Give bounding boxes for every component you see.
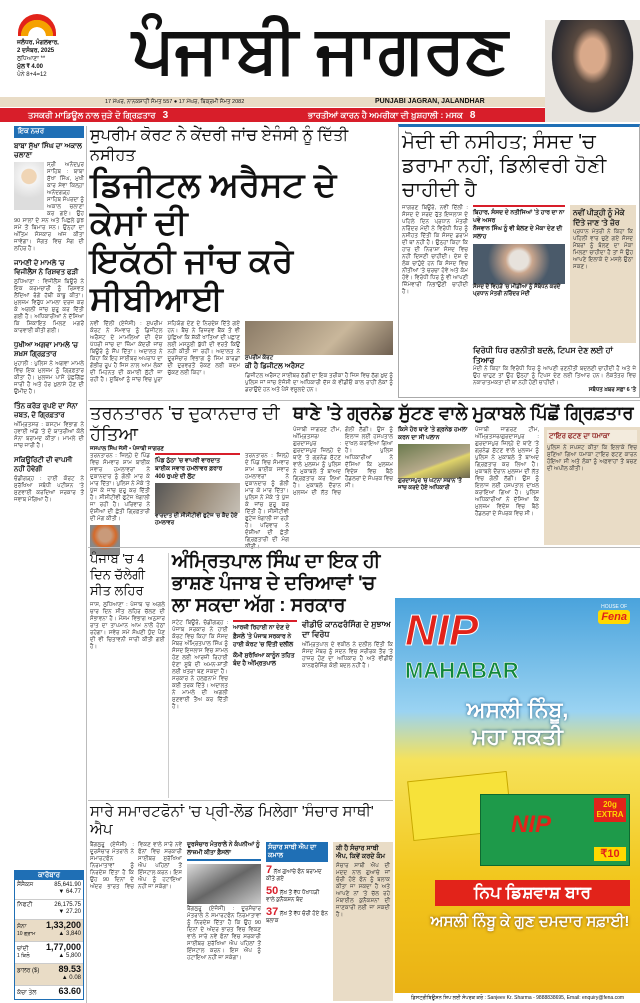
modi-photo — [473, 244, 565, 284]
teaser-bar — [0, 108, 545, 122]
lead-headline-line: ਡਿਜੀਟਲ ਅਰੈਸਟ ਦੇ ਕੇਸਾਂ ਦੀ — [90, 166, 337, 242]
sanchar-box-title: ਦੂਰਸੰਚਾਰ ਮੰਤਰਾਲੇ ਨੇ ਕੰਪਨੀਆਂ ਨੂੰ ਲਾਜ਼ਮੀ ਕੀਤਾ ਫ਼ੈਸਲਾ — [187, 842, 261, 861]
ad-house: HOUSE OF — [601, 604, 628, 610]
ad-tagline-line: ਅਸਲੀ ਨਿੰਬੂ, — [466, 697, 569, 722]
info-title: ਕੀ ਹੈ ਸੰਚਾਰ ਸਾਥੀ ਐਪ, ਕਿਵੇਂ ਕਰਦੇ ਕੰਮ — [336, 845, 386, 860]
amritpal-story — [172, 551, 393, 798]
modi-side-box — [570, 205, 636, 343]
bullet: ਨੌਜਵਾਨ ਸਿੰਘ ਨੂੰ ਵੀ ਬੋਲਣ ਦੇ ਮੌਕਾ ਦੇਣ ਦੀ ਸਲਾਹ — [473, 226, 563, 240]
ad-pack-brand: NIP — [511, 811, 552, 838]
market-row-dollar — [15, 964, 83, 986]
amritpal-body: ਸਟੇਟ ਬਿਊਰੋ, ਚੰਡੀਗੜ੍ਹ : ਪੰਜਾਬ ਸਰਕਾਰ ਨੇ ਹਾਈ ਕੋਰਟ ਵਿਚ ਕਿਹਾ ਕਿ ਸੰਸਦ ਮੈਂਬਰ ਅੰਮ੍ਰਿਤਪਾਲ ਸਿੰਘ ਨੂੰ ਸੰਸਦ ਇਜਲਾਸ ਵਿਚ ਸ਼ਾਮਲ ਹੋਣ ਲਈ ਆਰਜ਼ੀ ਰਿਹਾਈ ਦੇਣਾ ਸੂਬੇ ਦੀ ਅਮਨ-ਸ਼ਾਂਤੀ ਲਈ ਖ਼ਤਰਾ ਬਣ ਸਕਦਾ ਹੈ। ਸਰਕਾਰ ਨੇ ਹਲਫ਼ਨਾਮੇ ਵਿਚ ਕਈ ਤਰਕ ਦਿੱਤੇ। ਅਦਾਲਤ ਨੇ ਮਾਮਲੇ ਦੀ ਅਗਲੀ ਸੁਣਵਾਈ ਤੈਅ ਕਰ ਦਿੱਤੀ ਹੈ। — [172, 620, 228, 710]
market-name: ਸੈਂਸੈਕਸ — [17, 881, 34, 888]
brief-title: ਸਕਿਊਰਿਟੀ ਦੀ ਵਾਪਸੀ ਨਹੀਂ ਹੋਵੇਗੀ — [14, 457, 73, 473]
amritpal-headline[interactable]: ਅੰਮ੍ਰਿਤਪਾਲ ਸਿੰਘ ਦਾ ਇਕ ਹੀ ਭਾਸ਼ਣ ਪੰਜਾਬ ਦੇ ਦਰਿਆਵਾਂ 'ਚ ਲਾ ਸਕਦਾ ਅੱਗ : ਸਰਕਾਰ — [172, 551, 381, 616]
modi-body: ਜਾਗਰਣ ਬਿਊਰੋ, ਨਵੀਂ ਦਿੱਲੀ : ਸੰਸਦ ਦੇ ਸਰਦ ਰੁੱਤ ਇਜਲਾਸ ਦੇ ਪਹਿਲੇ ਦਿਨ ਪ੍ਰਧਾਨ ਮੰਤਰੀ ਨਰਿੰਦਰ ਮੋਦੀ ਨੇ ਵਿਰੋਧੀ ਧਿਰ ਨੂੰ ਨਸੀਹਤ ਦਿੱਤੀ ਕਿ ਸੰਸਦ ਡਰਾਮੇ ਦੀ ਥਾਂ ਨਹੀਂ ਹੈ। ਉਨ੍ਹਾਂ ਕਿਹਾ ਕਿ ਹਾਰ ਦੀ ਨਿਰਾਸ਼ਾ ਸੰਸਦ ਵਿਚ ਨਹੀਂ ਦਿਸਣੀ ਚਾਹੀਦੀ। ਦੇਸ਼ ਦੇ ਲੋਕ ਚਾਹੁੰਦੇ ਹਨ ਕਿ ਸੰਸਦ ਵਿਚ ਨੀਤੀਆਂ 'ਤੇ ਚਰਚਾ ਹੋਵੇ ਅਤੇ ਕੰਮ ਹੋਵੇ। ਵਿਰੋਧੀ ਧਿਰ ਨੂੰ ਵੀ ਆਪਣੀ ਜ਼ਿੰਮੇਵਾਰੀ ਨਿਭਾਉਣੀ ਚਾਹੀਦੀ ਹੈ। — [402, 205, 468, 295]
brief-text: ਮੁਹਾਲੀ : ਪੁਲਿਸ ਨੇ ਅਗਵਾ ਮਾਮਲੇ ਵਿਚ ਇਕ ਮੁਲਜ਼ਮ ਨੂੰ ਗ੍ਰਿਫ਼ਤਾਰ ਕੀਤਾ ਹੈ। ਮੁਲਜ਼ਮ ਪਾਸੋਂ ਪੁੱਛਗਿੱਛ ਜਾਰੀ ਹੈ ਅਤੇ ਹੋਰ ਖ਼ੁਲਾਸੇ ਹੋਣ ਦੀ ਉਮੀਦ ਹੈ। — [14, 361, 84, 395]
market-row-sensex — [15, 880, 83, 900]
divider — [88, 800, 393, 801]
ad-brand-house: Fena — [598, 610, 630, 624]
crime-scene-photo — [398, 444, 470, 478]
stat-item — [266, 864, 328, 883]
market-name: ਚਾਂਦੀ — [17, 945, 29, 952]
ad-slogan: ਨਿਪ ਡਿਸ਼ਵਾਸ਼ ਬਾਰ — [435, 880, 630, 906]
side-body: ਪੁਲਿਸ ਨੇ ਸਪਸ਼ਟ ਕੀਤਾ ਕਿ ਇਲਾਕੇ ਵਿਚ ਸੁਣਿਆ ਗਿਆ ਧਮਾਕਾ ਟਾਇਰ ਫਟਣ ਕਾਰਨ ਹੋਇਆ ਸੀ ਅਤੇ ਲੋਕਾਂ ਨੂੰ ਅਫ਼ਵਾਹਾਂ ਤੋਂ ਬਚਣ ਦੀ ਅਪੀਲ ਕੀਤੀ। — [547, 445, 637, 472]
market-change: ▲ 5,800 — [58, 953, 81, 959]
brief-item — [14, 402, 84, 450]
market-name: ਸੋਨਾ — [17, 923, 27, 930]
modi-story — [398, 124, 640, 398]
tarn-body-cont: ਤਰਨਤਾਰਨ : ਜ਼ਿਲ੍ਹੇ ਦੇ ਪਿੰਡ ਵਿਚ ਸੋਮਵਾਰ ਸ਼ਾਮ ਬਾਈਕ ਸਵਾਰ ਹਮਲਾਵਰਾਂ ਨੇ ਦੁਕਾਨਦਾਰ ਨੂੰ ਗੋਲੀ ਮਾਰ ਕੇ ਮਾਰ ਦਿੱਤਾ। ਪੁਲਿਸ ਨੇ ਮੌਕੇ 'ਤੇ ਪੁੱਜ ਕੇ ਜਾਂਚ ਸ਼ੁਰੂ ਕਰ ਦਿੱਤੀ ਹੈ। ਸੀਸੀਟੀਵੀ ਫੁਟੇਜ ਖੰਗਾਲੀ ਜਾ ਰਹੀ ਹੈ। ਪਰਿਵਾਰ ਨੇ ਦੋਸ਼ੀਆਂ ਦੀ ਛੇਤੀ ਗ੍ਰਿਫ਼ਤਾਰੀ ਦੀ ਮੰਗ — [245, 453, 289, 543]
grenade-body: ਪੰਜਾਬੀ ਜਾਗਰਣ ਟੀਮ, ਅੰਮ੍ਰਿਤਸਰ/ਗੁਰਦਾਸਪੁਰ : ਗੁਰਦਾਸਪੁਰ ਜ਼ਿਲ੍ਹੇ ਦੇ ਥਾਣੇ 'ਤੇ ਗ੍ਰਨੇਡ ਸੁੱਟਣ ਵਾਲੇ ਮੁਲਜ਼ਮ ਨੂੰ ਪੁਲਿਸ ਨੇ ਮੁਕਾਬਲੇ ਤੋਂ ਬਾਅਦ ਗ੍ਰਿਫ਼ਤਾਰ ਕਰ ਲਿਆ ਹੈ। ਮੁਕਾਬਲੇ ਦੌਰਾਨ ਮੁਲਜ਼ਮ ਦੀ ਲੱਤ ਵਿਚ ਗੋਲੀ ਲੱਗੀ। ਉਸ ਨੂੰ ਇਲਾਜ ਲਈ ਹਸਪਤਾਲ ਦਾਖ਼ਲ ਕਰਾਇਆ ਗਿਆ ਹੈ। ਪੁਲਿਸ ਅਧਿਕਾਰੀਆਂ ਨੇ ਦੱਸਿਆ ਕਿ ਮੁਲਜ਼ਮ ਵਿਦੇਸ਼ ਵਿਚ ਬੈਠੇ ਹੈਂਡਲਰਾਂ ਦੇ ਸੰਪਰਕ ਵਿਚ ਸੀ। — [293, 427, 393, 496]
photo-caption: ਵਾਰਦਾਤ ਦੀ ਸੀਸੀਟੀਵੀ ਫੁਟੇਜ 'ਚ ਕੈਦ ਹੋਏ ਹਮਲਾਵਰ — [155, 513, 238, 526]
lead-story — [90, 126, 393, 398]
calendar-strip — [0, 97, 545, 107]
side-body: ਪ੍ਰਧਾਨ ਮੰਤਰੀ ਨੇ ਕਿਹਾ ਕਿ ਪਹਿਲੀ ਵਾਰ ਚੁਣੇ ਗਏ ਸੰਸਦ ਮੈਂਬਰਾਂ ਨੂੰ ਬੋਲਣ ਦਾ ਮੌਕਾ ਮਿਲਣਾ ਚਾਹੀਦਾ ਹੈ ਤਾਂ ਜੋ ਉਹ ਆਪਣੇ ਇਲਾਕੇ ਦੇ ਮਸਲੇ ਉਠਾ ਸਕਣ। — [573, 229, 633, 270]
modi-bullets — [473, 205, 565, 343]
market-unit: 10 ਗ੍ਰਾਮ — [17, 931, 36, 937]
cold-wave-body: ਜਾਸ, ਲੁਧਿਆਣਾ : ਪੰਜਾਬ 'ਚ ਅਗਲੇ ਚਾਰ ਦਿਨ ਸੀਤ ਲਹਿਰ ਚੱਲਣ ਦੀ ਸੰਭਾਵਨਾ ਹੈ। ਮੌਸਮ ਵਿਭਾਗ ਅਨੁਸਾਰ ਰਾਤ ਦਾ ਤਾਪਮਾਨ ਆਮ ਨਾਲੋਂ ਹੇਠਾਂ ਰਹੇਗਾ। ਸਵੇਰ ਸਮੇਂ ਸੰਘਣੀ ਧੁੰਦ ਪੈਣ ਦੀ ਵੀ ਚਿਤਾਵਨੀ ਜਾਰੀ ਕੀਤੀ ਗਈ ਹੈ। — [90, 602, 165, 650]
market-unit: 1 ਕਿਲੋ — [17, 953, 30, 959]
cold-wave-headline[interactable]: ਪੰਜਾਬ 'ਚ 4 ਦਿਨ ਚੱਲੇਗੀ ਸੀਤ ਲਹਿਰ — [90, 551, 146, 598]
sidebar — [14, 126, 84, 1000]
amritpal-bullets — [233, 620, 297, 798]
photo-caption: ਗੁਰਦਾਸਪੁਰ 'ਚ ਘਟਨਾ ਸਥਾਨ 'ਤੇ ਜਾਂਚ ਕਰਦੇ ਹੋਏ ਅਧਿਕਾਰੀ — [398, 478, 462, 491]
ad-pack-green — [480, 794, 630, 866]
market-box — [14, 870, 84, 1001]
sanchar-headline[interactable]: ਸਾਰੇ ਸਮਾਰਟਫੋਨਾਂ 'ਚ ਪ੍ਰੀ-ਲੋਡ ਮਿਲੇਗਾ 'ਸੰਚਾਰ ਸਾਥੀ' ਐਪ — [90, 803, 374, 838]
brief-title: ਜਾਮਣੀ ਦੇ ਮਾਮਲੇ 'ਚ ਵਿਜੀਲੈਂਸ ਨੇ ਰਿਸ਼ਵਤ ਫੜੀ — [14, 260, 79, 276]
cold-wave-story — [90, 551, 165, 798]
modi-sub-story — [473, 346, 636, 394]
lead-box-title: ਕੀ ਹੈ ਡਿਜੀਟਲ ਅਰੈਸਟ — [245, 363, 305, 370]
sanchar-stats — [266, 842, 328, 1001]
market-name: ਨਿਫਟੀ — [17, 901, 33, 908]
ad-brand-nip: NIP — [405, 606, 479, 655]
sanchar-body: ਬੈਂਗਲੁਰੂ (ਏਜੰਸੀ) : ਦੂਰਸੰਚਾਰ ਮੰਤਰਾਲੇ ਨੇ ਸਮਾਰਟਫੋਨ ਨਿਰਮਾਤਾਵਾਂ ਨੂੰ ਨਿਰਦੇਸ਼ ਦਿੱਤਾ ਹੈ ਕਿ ਉਹ 90 ਦਿਨਾਂ ਦੇ ਅੰਦਰ ਭਾਰਤ ਵਿਚ ਵਿਕਣ ਵਾਲੇ ਸਾਰੇ ਨਵੇਂ ਫੋਨਾਂ ਵਿਚ ਸਰਕਾਰੀ ਸਾਈਬਰ ਸੁਰੱਖਿਆ ਐਪ ਪਹਿਲਾਂ ਤੋਂ ਇੰਸਟਾਲ ਕਰਨ। ਇਸ ਐਪ ਨੂੰ ਹਟਾਇਆ ਨਹੀਂ ਜਾ ਸਕੇਗਾ। — [90, 842, 182, 890]
side-title: ਨਵੀਂ ਪੀੜ੍ਹੀ ਨੂੰ ਮੌਕੇ ਦਿੱਤੇ ਜਾਣ 'ਤੇ ਜ਼ੋਰ — [573, 208, 625, 227]
bullet: 400 ਰੁਪਏ ਦੀ ਲੁੱਟ — [155, 474, 196, 480]
market-value: 85,641.90 — [54, 881, 81, 888]
brief-text: ਅੰਮ੍ਰਿਤਸਰ : ਕਸਟਮ ਵਿਭਾਗ ਨੇ ਹਵਾਈ ਅੱਡੇ 'ਤੇ ਦੋ ਯਾਤਰੀਆਂ ਕੋਲੋਂ ਸੋਨਾ ਬਰਾਮਦ ਕੀਤਾ। ਮਾਮਲੇ ਦੀ ਜਾਂਚ ਜਾਰੀ ਹੈ। — [14, 422, 84, 449]
divider — [88, 547, 640, 548]
edition: ਲੁਧਿਆਣਾ ** — [17, 56, 46, 62]
tarn-body: ਤਰਨਤਾਰਨ : ਜ਼ਿਲ੍ਹੇ ਦੇ ਪਿੰਡ ਵਿਚ ਸੋਮਵਾਰ ਸ਼ਾਮ ਬਾਈਕ ਸਵਾਰ ਹਮਲਾਵਰਾਂ ਨੇ ਦੁਕਾਨਦਾਰ ਨੂੰ ਗੋਲੀ ਮਾਰ ਕੇ ਮਾਰ ਦਿੱਤਾ। ਪੁਲਿਸ ਨੇ ਮੌਕੇ 'ਤੇ ਪੁੱਜ ਕੇ ਜਾਂਚ ਸ਼ੁਰੂ ਕਰ ਦਿੱਤੀ ਹੈ। ਸੀਸੀਟੀਵੀ ਫੁਟੇਜ ਖੰਗਾਲੀ ਜਾ ਰਹੀ ਹੈ। ਪਰਿਵਾਰ ਨੇ ਦੋਸ਼ੀਆਂ ਦੀ ਛੇਤੀ ਗ੍ਰਿਫ਼ਤਾਰੀ ਦੀ ਮੰਗ ਕੀਤੀ। — [90, 453, 150, 522]
modi-subheadline: ਵਿਰੋਧੀ ਧਿਰ ਰਣਨੀਤੀ ਬਦਲੇ, ਟਿਪਸ ਦੇਣ ਲਈ ਹਾਂ ਤਿਆਰ — [473, 346, 613, 365]
lead-sidebar — [245, 321, 393, 398]
date: 2 ਦਸੰਬਰ, 2025 — [17, 48, 55, 54]
pages: ਪੰਨੇ 8+4=12 — [17, 72, 47, 78]
bullet: ਕੌਮੀ ਸੁਰੱਖਿਆ ਕਾਨੂੰਨ ਤਹਿਤ ਬੰਦ ਹੈ ਅੰਮ੍ਰਿਤਪਾਲ — [233, 652, 295, 667]
photo-caption: ਸੰਸਦ ਦੇ ਵਿਹੜੇ 'ਚ ਮੀਡੀਆ ਨੂੰ ਸੰਬੋਧਨ ਕਰਦੇ ਪ੍ਰਧਾਨ ਮੰਤਰੀ ਨਰਿੰਦਰ ਮੋਦੀ — [473, 284, 561, 297]
market-name: ਕੱਚਾ ਤੇਲ — [17, 989, 37, 996]
modi-headline[interactable]: ਮੋਦੀ ਦੀ ਨਸੀਹਤ; ਸੰਸਦ 'ਚ ਡਰਾਮਾ ਨਹੀਂ, ਡਿਲੀਵਰੀ ਹੋਣੀ ਚਾਹੀਦੀ ਹੈ — [402, 131, 607, 201]
stat-number: 37 — [266, 906, 279, 918]
market-header: ਕਾਰੋਬਾਰ — [15, 871, 83, 880]
divider — [88, 400, 640, 401]
side-title: ਟਾਇਰ ਫਟਣ ਦਾ ਧਮਾਕਾ — [547, 430, 637, 443]
ad-pack-offer: 20g EXTRA — [594, 798, 626, 822]
lead-headline-line: ਇਕੱਠੀ ਜਾਂਚ ਕਰੇ ਸੀਬੀਆਈ — [90, 242, 294, 318]
divider — [168, 553, 169, 798]
tyre-blast-box — [544, 427, 640, 545]
brief-item — [14, 456, 84, 504]
modi-subbody: ਮੋਦੀ ਨੇ ਕਿਹਾ ਕਿ ਵਿਰੋਧੀ ਧਿਰ ਨੂੰ ਆਪਣੀ ਰਣਨੀਤੀ ਬਦਲਣੀ ਚਾਹੀਦੀ ਹੈ ਅਤੇ ਜੇ ਉਹ ਚਾਹੁਣ ਤਾਂ ਉਹ ਉਨ੍ਹਾਂ ਨੂੰ ਟਿਪਸ ਦੇਣ ਲਈ ਤਿਆਰ ਹਨ। ਲੋਕਤੰਤਰ ਵਿਚ ਨਕਾਰਾਤਮਕਤਾ ਦੀ ਥਾਂ ਨਹੀਂ ਹੋਣੀ ਚਾਹੀਦੀ। — [473, 366, 636, 386]
smartphone-photo — [187, 864, 261, 904]
calendar-text: 17 ਮੱਘਰ, ਨਾਨਕਸ਼ਾਹੀ ਸੰਮਤ 557 ● 17 ਮੱਘਰ, ਬਿਕ੍ਰਮੀ ਸੰਮਤ 2082 — [105, 99, 245, 105]
brief-title: ਬਾਬਾ ਸੁੱਖਾ ਸਿੰਘ ਦਾ ਅਕਾਲ ਚਲਾਣਾ — [14, 143, 82, 159]
sanchar-info-box — [333, 842, 393, 1001]
brief-photo — [14, 162, 44, 210]
teaser-text: ਭਾਰਤੀਆਂ ਕਾਰਨ ਹੈ ਅਮਰੀਕਾ ਦੀ ਖ਼ੁਸ਼ਹਾਲੀ : ਮਸਕ — [308, 110, 463, 120]
nip-mahabar-ad[interactable] — [395, 598, 640, 1003]
teaser-link[interactable] — [308, 108, 475, 122]
tarn-headline[interactable]: ਤਰਨਤਾਰਨ 'ਚ ਦੁਕਾਨਦਾਰ ਦੀ ਹੱਤਿਆ — [90, 403, 280, 444]
market-row-gold — [15, 920, 83, 942]
sidebar-header: ਇਕ ਨਜ਼ਰ — [14, 126, 84, 138]
ad-brand-mahabar: MAHABAR — [405, 658, 519, 683]
bullet-list — [473, 205, 565, 241]
teaser-page: 8 — [469, 110, 476, 121]
sanchar-story — [90, 803, 393, 1001]
supreme-court-photo — [245, 321, 393, 355]
stat-item — [266, 906, 328, 925]
brief-item — [14, 341, 84, 396]
photo-caption: ਸੁਪਰੀਮ ਕੋਰਟ — [245, 355, 274, 361]
video-story — [302, 620, 393, 798]
grenade-body-cont: ਪੰਜਾਬੀ ਜਾਗਰਣ ਟੀਮ, ਅੰਮ੍ਰਿਤਸਰ/ਗੁਰਦਾਸਪੁਰ : ਗੁਰਦਾਸਪੁਰ ਜ਼ਿਲ੍ਹੇ ਦੇ ਥਾਣੇ 'ਤੇ ਗ੍ਰਨੇਡ ਸੁੱਟਣ ਵਾਲੇ ਮੁਲਜ਼ਮ ਨੂੰ ਪੁਲਿਸ ਨੇ ਮੁਕਾਬਲੇ ਤੋਂ ਬਾਅਦ ਗ੍ਰਿਫ਼ਤਾਰ ਕਰ ਲਿਆ ਹੈ। ਮੁਕਾਬਲੇ ਦੌਰਾਨ ਮੁਲਜ਼ਮ ਦੀ ਲੱਤ ਵਿਚ ਗੋਲੀ ਲੱਗੀ। ਉਸ ਨੂੰ ਇਲਾਜ ਲਈ ਹਸਪਤਾਲ ਦਾਖ਼ਲ ਕਰਾਇਆ ਗਿਆ ਹੈ। ਪੁਲਿਸ ਅਧਿਕਾਰੀਆਂ ਨੇ ਦੱਸਿਆ ਕਿ ਮੁਲਜ਼ਮ ਵਿਦੇਸ਼ ਵਿਚ ਬੈਠੇ ਹੈਂਡਲਰਾਂ ਦੇ ਸੰਪਰਕ ਵਿਚ ਸੀ। — [475, 427, 539, 517]
ad-tagline — [395, 696, 640, 750]
stats-title: ਸੰਚਾਰ ਸਾਥੀ ਐਪ ਦਾ ਕਮਾਲ — [266, 842, 328, 862]
stat-text: ਲੱਖ ਤੋਂ ਵੱਧ ਚੋਰੀ ਹੋਏ ਫੋਨ ਬਲਾਕ — [266, 911, 328, 924]
masthead-title: ਪੰਜਾਬੀ ਜਾਗਰਣ — [132, 12, 508, 86]
market-change: ▼ 27.20 — [58, 909, 81, 915]
bullet: ਬਿਹਾਰ, ਸੰਸਦ ਦੇ ਨਤੀਜਿਆਂ 'ਤੇ ਹਾਰ ਦਾ ਨਾ ਪਵੇ ਅਸਰ — [473, 210, 565, 224]
sidebar-briefs — [14, 142, 84, 866]
market-value: 63.60 — [58, 985, 81, 996]
market-change: ▼ 64.77 — [58, 889, 81, 895]
market-row-nifty — [15, 900, 83, 920]
bullet: ਆਰਜ਼ੀ ਰਿਹਾਈ ਨਾ ਦੇਣ ਦੇ ਫ਼ੈਸਲੇ 'ਤੇ ਪੰਜਾਬ ਸਰਕਾਰ ਨੇ ਹਾਈ ਕੋਰਟ 'ਚ ਦਿੱਤੀ ਦਲੀਲ — [233, 625, 294, 648]
teaser-text: ਤਸਕਰੀ ਮਾਡਿਊਲ ਨਾਲ ਜੁੜੇ ਦੋ ਗ੍ਰਿਫ਼ਤਾਰ — [28, 110, 156, 120]
bullet: ਪਿੰਡ ਠੁੱਠਾ 'ਚ ਵਾਪਰੀ ਵਾਰਦਾਤ — [155, 458, 221, 464]
market-value: 89.53 — [58, 963, 81, 974]
date-line: ਜਲੰਧਰ, ਮੰਗਲਵਾਰ, — [17, 40, 59, 46]
market-change: ▲ 3,840 — [58, 931, 81, 937]
byline: ਜਸਪਾਲ ਸਿੰਘ ਜੱਸੀ • ਪੰਜਾਬੀ ਜਾਗਰਣ — [90, 446, 164, 452]
ad-tagline-line: ਮਹਾ ਸ਼ਕਤੀ — [472, 724, 563, 749]
dateline — [17, 39, 97, 79]
ad-slogan-2: ਅਸਲੀ ਨਿੰਬੂ ਕੇ ਗੁਣ ਦਮਦਾਰ ਸਫ਼ਾਈ! — [430, 913, 630, 930]
brief-title: ਤਿੰਨ ਕਰੋੜ ਰੁਪਏ ਦਾ ਸੋਨਾ ਜ਼ਬਤ, ਦੋ ਗ੍ਰਿਫ਼ਤਾਰ — [14, 403, 78, 419]
grenade-box-title: ਕਿਸੇ ਹੋਰ ਥਾਣੇ 'ਤੇ ਗ੍ਰਨੇਡ ਹਮਲਾ ਕਰਨ ਦਾ ਸੀ ਪਲਾਨ — [398, 427, 468, 441]
market-value: 1,33,200 — [45, 919, 81, 930]
logo-sun-icon — [18, 14, 56, 36]
brief-item — [14, 142, 84, 253]
stat-item — [266, 885, 328, 904]
grenade-story — [293, 403, 640, 545]
publisher: PUNJABI JAGRAN, JALANDHAR — [375, 98, 485, 105]
market-change: ▲ 0.08 — [61, 975, 81, 981]
lead-body: ਨਵੀਂ ਦਿੱਲੀ (ਏਜੰਸੀ) : ਸੁਪਰੀਮ ਕੋਰਟ ਨੇ ਸੋਮਵਾਰ ਨੂੰ ਡਿਜੀਟਲ ਅਰੈਸਟ ਦੇ ਮਾਮਲਿਆਂ ਦੀ ਦੇਸ਼ ਪੱਧਰੀ ਜਾਂਚ ਦਾ ਜ਼ਿੰਮਾ ਕੇਂਦਰੀ ਜਾਂਚ ਬਿਊਰੋ ਨੂੰ ਸੌਂਪ ਦਿੱਤਾ। ਅਦਾਲਤ ਨੇ ਕਿਹਾ ਕਿ ਇਹ ਸਾਈਬਰ ਅਪਰਾਧ ਦਾ ਗੰਭੀਰ ਰੂਪ ਹੈ ਜਿਸ ਨਾਲ ਆਮ ਲੋਕਾਂ ਦੀ ਮਿਹਨਤ ਦੀ ਕਮਾਈ ਲੁੱਟੀ ਜਾ ਰਹੀ ਹੈ। ਸੂਬਿਆਂ ਨੂੰ ਜਾਂਚ ਵਿਚ ਪੂਰਾ ਸਹਿਯੋਗ ਦੇਣ ਦੇ ਨਿਰਦੇਸ਼ ਦਿੱਤੇ ਗਏ ਹਨ। ਬੈਂਚ ਨੇ ਰਿਜ਼ਰਵ ਬੈਂਕ ਤੋਂ ਵੀ ਪੁੱਛਿਆ ਕਿ ਸ਼ੱਕੀ ਖਾਤਿਆਂ ਦੀ ਪਛਾਣ ਲਈ ਮਸਨੂਈ ਬੁੱਧੀ ਦੀ ਵਰਤੋਂ ਕਿਉਂ ਨਹੀਂ ਕੀਤੀ ਜਾ ਰਹੀ। ਅਦਾਲਤ ਨੇ ਦੂਰਸੰਚਾਰ ਵਿਭਾਗ ਨੂੰ ਸਿਮ ਕਾਰਡਾਂ ਦੀ ਦੁਰਵਰਤੋਂ ਰੋਕਣ ਲਈ ਕਦਮ ਚੁੱਕਣ ਲਈ ਕਿਹਾ। — [90, 321, 240, 383]
brief-text: ਲੁਧਿਆਣਾ : ਵਿਜੀਲੈਂਸ ਬਿਊਰੋ ਨੇ ਇਕ ਕਰਮਚਾਰੀ ਨੂੰ ਰਿਸ਼ਵਤ ਲੈਂਦਿਆਂ ਰੰਗੇ ਹੱਥੀਂ ਕਾਬੂ ਕੀਤਾ। ਮੁਲਜ਼ਮ ਵਿਰੁੱਧ ਮਾਮਲਾ ਦਰਜ ਕਰ ਕੇ ਅਗਲੀ ਜਾਂਚ ਸ਼ੁਰੂ ਕਰ ਦਿੱਤੀ ਗਈ ਹੈ। ਅਧਿਕਾਰੀਆਂ ਨੇ ਦੱਸਿਆ ਕਿ ਸ਼ਿਕਾਇਤ ਮਿਲਣ ਮਗਰੋਂ ਕਾਰਵਾਈ ਕੀਤੀ ਗਈ। — [14, 279, 84, 334]
stat-number: 7 — [266, 864, 273, 876]
lead-box-body: ਡਿਜੀਟਲ ਅਰੈਸਟ ਸਾਈਬਰ ਠੱਗੀ ਦਾ ਇਕ ਤਰੀਕਾ ਹੈ ਜਿਸ ਵਿਚ ਠੱਗ ਖ਼ੁਦ ਨੂੰ ਪੁਲਿਸ ਜਾਂ ਜਾਂਚ ਏਜੰਸੀ ਦਾ ਅਧਿਕਾਰੀ ਦੱਸ ਕੇ ਵੀਡੀਓ ਕਾਲ ਰਾਹੀਂ ਲੋਕਾਂ ਨੂੰ ਡਰਾਉਂਦੇ ਹਨ ਅਤੇ ਪੈਸੇ ਵਸੂਲਦੇ ਹਨ। — [245, 373, 393, 393]
jump-link[interactable]: ਸਬੰਧਤ ਖ਼ਬਰ ਸਫ਼ਾ 6 'ਤੇ — [588, 387, 636, 393]
stat-text: ਲੱਖ ਗੁਆਚੇ ਫੋਨ ਬਰਾਮਦ ਕੀਤੇ ਗਏ — [266, 869, 322, 882]
video-body: ਅੰਮ੍ਰਿਤਪਾਲ ਦੇ ਵਕੀਲ ਨੇ ਦਲੀਲ ਦਿੱਤੀ ਕਿ ਸੰਸਦ ਮੈਂਬਰ ਨੂੰ ਸਦਨ ਵਿਚ ਸਰੀਰਕ ਤੌਰ 'ਤੇ ਹਾਜ਼ਰ ਹੋਣ ਦਾ ਅਧਿਕਾਰ ਹੈ ਅਤੇ ਵੀਡੀਓ ਕਾਨਫਰੰਸਿੰਗ ਕੋਈ ਬਦਲ ਨਹੀਂ ਹੈ। — [302, 642, 393, 669]
ad-pack-price: ₹10 — [594, 847, 626, 861]
ad-footer: ਡਿਸਟ੍ਰੀਬਿਊਸ਼ਨ ਸ਼ਿਪ ਲਈ ਸੰਪਰਕ ਕਰੋ : Sanjeev Kr. Sharma - 9888838695, Email: enquiry@fena.com — [395, 993, 640, 1003]
fena-logo — [598, 604, 630, 624]
stat-text: ਲੱਖ ਤੋਂ ਵੱਧ ਧੋਖਾਧੜੀ ਵਾਲੇ ਕੁਨੈਕਸ਼ਨ ਬੰਦ — [266, 890, 320, 903]
sanchar-box — [187, 842, 261, 1001]
brief-title: ਧੁਖੀਆ ਅਗਵਾ ਮਾਮਲੇ 'ਚ ਸ਼ਖ਼ਸ ਗ੍ਰਿਫ਼ਤਾਰ — [14, 342, 79, 358]
tarn-story — [90, 403, 289, 545]
market-row-silver — [15, 942, 83, 964]
divider — [86, 126, 87, 1003]
elon-musk-photo — [545, 20, 640, 122]
lead-headline[interactable] — [90, 166, 393, 318]
tarn-bullets — [155, 453, 240, 545]
market-value: 1,77,000 — [45, 941, 81, 952]
video-headline: ਵੀਡੀਓ ਕਾਨਫਰੰਸਿੰਗ ਦੇ ਸੁਝਾਅ ਦਾ ਵਿਰੋਧ — [302, 620, 391, 639]
brief-text: ਚੰਡੀਗੜ੍ਹ : ਹਾਈ ਕੋਰਟ ਨੇ ਸੁਰੱਖਿਆ ਸਬੰਧੀ ਪਟੀਸ਼ਨ 'ਤੇ ਸੁਣਵਾਈ ਕਰਦਿਆਂ ਸਰਕਾਰ ਤੋਂ ਜਵਾਬ ਮੰਗਿਆ ਹੈ। — [14, 476, 84, 503]
info-body: ਸੰਚਾਰ ਸਾਥੀ ਐਪ ਦੀ ਮਦਦ ਨਾਲ ਗੁਆਚੇ ਜਾਂ ਚੋਰੀ ਹੋਏ ਫੋਨ ਨੂੰ ਬਲਾਕ ਕੀਤਾ ਜਾ ਸਕਦਾ ਹੈ ਅਤੇ ਆਪਣੇ ਨਾਂ 'ਤੇ ਚੱਲ ਰਹੇ ਮੋਬਾਈਲ ਕੁਨੈਕਸ਼ਨਾਂ ਦੀ ਜਾਣਕਾਰੀ ਲਈ ਜਾ ਸਕਦੀ ਹੈ। — [336, 863, 390, 918]
teaser-link[interactable] — [28, 108, 298, 122]
market-name: ਡਾਲਰ ($) — [17, 967, 40, 974]
teaser-page: 3 — [162, 110, 169, 121]
sanchar-body-cont: ਬੈਂਗਲੁਰੂ (ਏਜੰਸੀ) : ਦੂਰਸੰਚਾਰ ਮੰਤਰਾਲੇ ਨੇ ਸਮਾਰਟਫੋਨ ਨਿਰਮਾਤਾਵਾਂ ਨੂੰ ਨਿਰਦੇਸ਼ ਦਿੱਤਾ ਹੈ ਕਿ ਉਹ 90 ਦਿਨਾਂ ਦੇ ਅੰਦਰ ਭਾਰਤ ਵਿਚ ਵਿਕਣ ਵਾਲੇ ਸਾਰੇ ਨਵੇਂ ਫੋਨਾਂ ਵਿਚ ਸਰਕਾਰੀ ਸਾਈਬਰ ਸੁਰੱਖਿਆ ਐਪ ਪਹਿਲਾਂ ਤੋਂ ਇੰਸਟਾਲ ਕਰਨ। ਇਸ ਐਪ ਨੂੰ ਹਟਾਇਆ ਨਹੀਂ ਜਾ ਸਕੇਗਾ। — [187, 906, 261, 961]
lead-kicker: ਸੁਪਰੀਮ ਕੋਰਟ ਨੇ ਕੇਂਦਰੀ ਜਾਂਚ ਏਜੰਸੀ ਨੂੰ ਦਿੱਤੀ ਨਸੀਹਤ — [90, 127, 349, 164]
brief-item — [14, 259, 84, 335]
stat-number: 50 — [266, 885, 279, 897]
market-value: 26,175.75 — [54, 901, 81, 908]
price: ਮੁੱਲ ₹ 4.00 — [17, 64, 44, 70]
grenade-headline[interactable]: ਥਾਣੇ 'ਤੇ ਗ੍ਰਨੇਡ ਸੁੱਟਣ ਵਾਲੇ ਮੁਕਾਬਲੇ ਪਿੱਛੋਂ ਗ੍ਰਿਫ਼ਤਾਰ — [293, 403, 634, 423]
market-row-crude — [15, 986, 83, 1000]
brief-text: ਸ੍ਰੀ ਅਨੰਦਪੁਰ ਸਾਹਿਬ : ਬਾਬਾ ਸੁੱਖਾ ਸਿੰਘ, ਮੁਖੀ ਕਾਰ ਸੇਵਾ ਕਿਲ੍ਹਾ ਅਨੰਦਗੜ੍ਹ ਸਾਹਿਬ ਸੰਪਰਦਾ ਨੂੰ ਅਕਾਲ ਚਲਾਣਾ ਕਰ ਗਏ। ਉਹ 90 ਸਾਲਾਂ ਦੇ ਸਨ ਅਤੇ ਪਿਛਲੇ ਕੁਝ ਸਮੇਂ ਤੋਂ ਬਿਮਾਰ ਸਨ। ਉਨ੍ਹਾਂ ਦਾ ਅੰਤਿਮ ਸੰਸਕਾਰ ਅੱਜ ਕੀਤਾ ਜਾਵੇਗਾ। ਸੰਗਤ ਵਿਚ ਸੋਗ ਦੀ ਲਹਿਰ ਹੈ। — [14, 162, 84, 252]
cctv-photo — [155, 483, 240, 513]
bullet: ਬਾਈਕ ਸਵਾਰ ਹਮਲਾਵਰ ਫ਼ਰਾਰ — [155, 466, 223, 472]
